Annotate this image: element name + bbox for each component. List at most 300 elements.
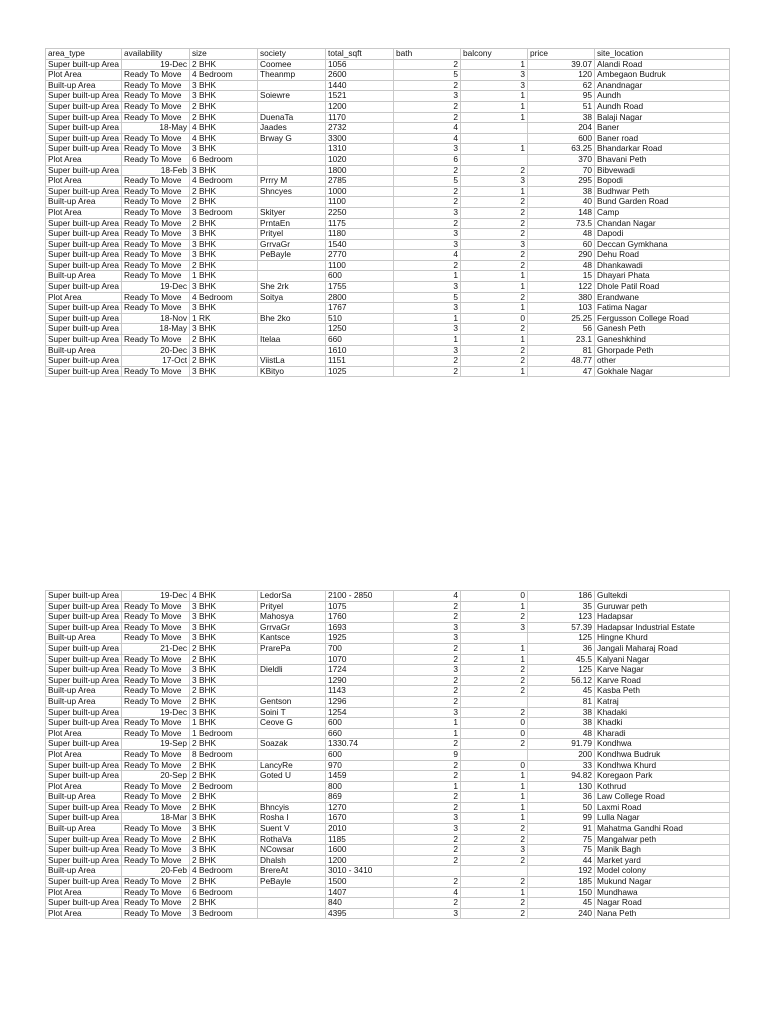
cell-society[interactable] — [258, 271, 326, 282]
cell-size[interactable]: 3 Bedroom — [190, 207, 258, 218]
cell-bath[interactable]: 2 — [394, 771, 461, 782]
cell-total-sqft[interactable]: 1330.74 — [326, 739, 394, 750]
cell-size[interactable]: 3 BHK — [190, 813, 258, 824]
cell-price[interactable]: 200 — [528, 749, 595, 760]
cell-society[interactable]: Coomee — [258, 59, 326, 70]
cell-balcony[interactable]: 1 — [461, 186, 528, 197]
cell-site-location[interactable]: Law College Road — [595, 792, 730, 803]
cell-price[interactable]: 56.12 — [528, 675, 595, 686]
cell-availability[interactable]: Ready To Move — [122, 176, 190, 187]
cell-bath[interactable]: 2 — [394, 165, 461, 176]
cell-site-location[interactable]: Guruwar peth — [595, 601, 730, 612]
cell-balcony[interactable]: 2 — [461, 218, 528, 229]
cell-bath[interactable]: 2 — [394, 101, 461, 112]
cell-balcony[interactable]: 1 — [461, 282, 528, 293]
cell-availability[interactable]: 18-Nov — [122, 313, 190, 324]
cell-availability[interactable]: Ready To Move — [122, 824, 190, 835]
cell-bath[interactable]: 3 — [394, 229, 461, 240]
cell-area-type[interactable]: Built-up Area — [46, 633, 122, 644]
cell-society[interactable]: KBityo — [258, 366, 326, 377]
cell-size[interactable]: 4 BHK — [190, 591, 258, 602]
cell-price[interactable]: 36 — [528, 792, 595, 803]
cell-price[interactable]: 81 — [528, 345, 595, 356]
cell-bath[interactable]: 1 — [394, 271, 461, 282]
cell-balcony[interactable] — [461, 154, 528, 165]
cell-size[interactable]: 3 BHK — [190, 845, 258, 856]
cell-size[interactable]: 2 BHK — [190, 356, 258, 367]
cell-price[interactable]: 370 — [528, 154, 595, 165]
cell-total-sqft[interactable]: 1724 — [326, 665, 394, 676]
cell-society[interactable]: Rosha I — [258, 813, 326, 824]
cell-availability[interactable]: Ready To Move — [122, 675, 190, 686]
cell-society[interactable]: Prrry M — [258, 176, 326, 187]
cell-size[interactable]: 3 BHK — [190, 282, 258, 293]
cell-total-sqft[interactable]: 1760 — [326, 612, 394, 623]
cell-availability[interactable]: Ready To Move — [122, 845, 190, 856]
cell-price[interactable]: 130 — [528, 781, 595, 792]
cell-total-sqft[interactable]: 840 — [326, 898, 394, 909]
cell-site-location[interactable]: Khadki — [595, 718, 730, 729]
cell-society[interactable]: Itelaa — [258, 335, 326, 346]
cell-society[interactable] — [258, 324, 326, 335]
cell-balcony[interactable]: 3 — [461, 70, 528, 81]
cell-area-type[interactable]: Built-up Area — [46, 792, 122, 803]
header-cell-availability[interactable]: availability — [122, 49, 190, 60]
cell-balcony[interactable]: 1 — [461, 144, 528, 155]
cell-size[interactable]: 2 BHK — [190, 739, 258, 750]
cell-total-sqft[interactable]: 1254 — [326, 707, 394, 718]
cell-price[interactable]: 380 — [528, 292, 595, 303]
cell-total-sqft[interactable]: 2732 — [326, 123, 394, 134]
cell-balcony[interactable]: 2 — [461, 345, 528, 356]
cell-society[interactable]: Prityel — [258, 229, 326, 240]
cell-size[interactable]: 2 BHK — [190, 760, 258, 771]
cell-society[interactable]: Soitya — [258, 292, 326, 303]
cell-balcony[interactable]: 2 — [461, 898, 528, 909]
cell-price[interactable]: 240 — [528, 908, 595, 919]
cell-area-type[interactable]: Plot Area — [46, 728, 122, 739]
cell-price[interactable]: 62 — [528, 80, 595, 91]
cell-availability[interactable]: Ready To Move — [122, 260, 190, 271]
cell-price[interactable]: 150 — [528, 887, 595, 898]
cell-site-location[interactable]: Katraj — [595, 696, 730, 707]
cell-availability[interactable]: Ready To Move — [122, 271, 190, 282]
cell-balcony[interactable]: 2 — [461, 665, 528, 676]
cell-balcony[interactable]: 2 — [461, 834, 528, 845]
cell-total-sqft[interactable]: 2800 — [326, 292, 394, 303]
cell-site-location[interactable]: Bibvewadi — [595, 165, 730, 176]
cell-area-type[interactable]: Plot Area — [46, 207, 122, 218]
cell-balcony[interactable]: 1 — [461, 335, 528, 346]
cell-balcony[interactable]: 1 — [461, 601, 528, 612]
cell-society[interactable]: Prityel — [258, 601, 326, 612]
cell-bath[interactable]: 3 — [394, 908, 461, 919]
cell-bath[interactable]: 4 — [394, 591, 461, 602]
cell-site-location[interactable]: Baner — [595, 123, 730, 134]
cell-total-sqft[interactable]: 1185 — [326, 834, 394, 845]
cell-size[interactable]: 2 Bedroom — [190, 781, 258, 792]
cell-site-location[interactable]: Dehu Road — [595, 250, 730, 261]
cell-bath[interactable]: 5 — [394, 176, 461, 187]
cell-availability[interactable]: Ready To Move — [122, 898, 190, 909]
cell-size[interactable]: 3 BHK — [190, 633, 258, 644]
cell-site-location[interactable]: Model colony — [595, 866, 730, 877]
cell-price[interactable]: 48 — [528, 229, 595, 240]
cell-balcony[interactable]: 1 — [461, 887, 528, 898]
cell-site-location[interactable]: Aundh Road — [595, 101, 730, 112]
cell-price[interactable]: 103 — [528, 303, 595, 314]
cell-area-type[interactable]: Plot Area — [46, 154, 122, 165]
cell-size[interactable]: 4 BHK — [190, 123, 258, 134]
cell-bath[interactable]: 4 — [394, 887, 461, 898]
cell-total-sqft[interactable]: 1175 — [326, 218, 394, 229]
cell-availability[interactable]: Ready To Move — [122, 718, 190, 729]
cell-availability[interactable]: 17-Oct — [122, 356, 190, 367]
cell-society[interactable]: Jaades — [258, 123, 326, 134]
cell-bath[interactable]: 3 — [394, 345, 461, 356]
cell-price[interactable]: 70 — [528, 165, 595, 176]
cell-society[interactable]: PrarePa — [258, 643, 326, 654]
cell-price[interactable]: 75 — [528, 834, 595, 845]
cell-availability[interactable]: 21-Dec — [122, 643, 190, 654]
cell-balcony[interactable]: 1 — [461, 781, 528, 792]
cell-availability[interactable]: 18-Mar — [122, 813, 190, 824]
cell-availability[interactable]: Ready To Move — [122, 877, 190, 888]
cell-society[interactable] — [258, 197, 326, 208]
cell-bath[interactable]: 2 — [394, 643, 461, 654]
cell-balcony[interactable] — [461, 696, 528, 707]
cell-site-location[interactable]: Dhankawadi — [595, 260, 730, 271]
cell-balcony[interactable]: 2 — [461, 165, 528, 176]
cell-society[interactable]: Dhalsh — [258, 855, 326, 866]
cell-society[interactable]: Ceove G — [258, 718, 326, 729]
cell-site-location[interactable]: Mundhawa — [595, 887, 730, 898]
cell-size[interactable]: 2 BHK — [190, 792, 258, 803]
cell-site-location[interactable]: Koregaon Park — [595, 771, 730, 782]
cell-bath[interactable]: 3 — [394, 324, 461, 335]
cell-area-type[interactable]: Super built-up Area — [46, 366, 122, 377]
cell-availability[interactable]: Ready To Move — [122, 887, 190, 898]
cell-availability[interactable]: Ready To Move — [122, 612, 190, 623]
cell-area-type[interactable]: Super built-up Area — [46, 101, 122, 112]
cell-availability[interactable]: 20-Dec — [122, 345, 190, 356]
cell-balcony[interactable]: 2 — [461, 739, 528, 750]
cell-balcony[interactable] — [461, 633, 528, 644]
cell-balcony[interactable]: 1 — [461, 792, 528, 803]
cell-area-type[interactable]: Super built-up Area — [46, 707, 122, 718]
cell-price[interactable]: 23.1 — [528, 335, 595, 346]
cell-total-sqft[interactable]: 2010 — [326, 824, 394, 835]
cell-balcony[interactable]: 0 — [461, 718, 528, 729]
cell-balcony[interactable]: 2 — [461, 260, 528, 271]
cell-availability[interactable]: Ready To Move — [122, 622, 190, 633]
cell-society[interactable]: Gentson — [258, 696, 326, 707]
cell-availability[interactable]: Ready To Move — [122, 728, 190, 739]
cell-total-sqft[interactable]: 1151 — [326, 356, 394, 367]
cell-balcony[interactable]: 2 — [461, 908, 528, 919]
cell-site-location[interactable]: Hadapsar — [595, 612, 730, 623]
cell-balcony[interactable]: 3 — [461, 80, 528, 91]
cell-total-sqft[interactable]: 1767 — [326, 303, 394, 314]
cell-society[interactable]: Soini T — [258, 707, 326, 718]
cell-area-type[interactable]: Super built-up Area — [46, 591, 122, 602]
cell-area-type[interactable]: Built-up Area — [46, 197, 122, 208]
cell-balcony[interactable]: 1 — [461, 654, 528, 665]
cell-total-sqft[interactable]: 1020 — [326, 154, 394, 165]
cell-price[interactable]: 186 — [528, 591, 595, 602]
cell-site-location[interactable]: Nana Peth — [595, 908, 730, 919]
header-cell-site-location[interactable]: site_location — [595, 49, 730, 60]
cell-society[interactable]: Bhncyis — [258, 802, 326, 813]
cell-society[interactable]: LancyRe — [258, 760, 326, 771]
cell-site-location[interactable]: Erandwane — [595, 292, 730, 303]
cell-availability[interactable]: Ready To Move — [122, 218, 190, 229]
cell-price[interactable]: 39.07 — [528, 59, 595, 70]
cell-size[interactable]: 2 BHK — [190, 335, 258, 346]
cell-society[interactable]: PeBayle — [258, 877, 326, 888]
cell-availability[interactable]: Ready To Move — [122, 112, 190, 123]
cell-size[interactable]: 2 BHK — [190, 686, 258, 697]
cell-availability[interactable]: Ready To Move — [122, 70, 190, 81]
cell-price[interactable]: 94.82 — [528, 771, 595, 782]
cell-size[interactable]: 3 BHK — [190, 144, 258, 155]
cell-total-sqft[interactable]: 1270 — [326, 802, 394, 813]
cell-bath[interactable]: 3 — [394, 633, 461, 644]
cell-society[interactable] — [258, 781, 326, 792]
cell-availability[interactable]: Ready To Move — [122, 686, 190, 697]
cell-balcony[interactable] — [461, 749, 528, 760]
cell-bath[interactable]: 2 — [394, 696, 461, 707]
cell-site-location[interactable]: Ghorpade Peth — [595, 345, 730, 356]
header-cell-price[interactable]: price — [528, 49, 595, 60]
cell-site-location[interactable]: Karve Nagar — [595, 665, 730, 676]
cell-bath[interactable]: 2 — [394, 356, 461, 367]
cell-availability[interactable]: Ready To Move — [122, 633, 190, 644]
cell-site-location[interactable]: Anandnagar — [595, 80, 730, 91]
cell-balcony[interactable]: 0 — [461, 313, 528, 324]
cell-bath[interactable]: 3 — [394, 207, 461, 218]
cell-price[interactable]: 81 — [528, 696, 595, 707]
cell-total-sqft[interactable]: 2600 — [326, 70, 394, 81]
cell-size[interactable]: 4 Bedroom — [190, 292, 258, 303]
cell-site-location[interactable]: Kasba Peth — [595, 686, 730, 697]
cell-bath[interactable]: 2 — [394, 898, 461, 909]
cell-price[interactable]: 40 — [528, 197, 595, 208]
cell-availability[interactable]: 18-May — [122, 324, 190, 335]
cell-bath[interactable]: 6 — [394, 154, 461, 165]
cell-size[interactable]: 3 BHK — [190, 229, 258, 240]
cell-total-sqft[interactable]: 3300 — [326, 133, 394, 144]
cell-site-location[interactable]: Camp — [595, 207, 730, 218]
cell-balcony[interactable]: 2 — [461, 877, 528, 888]
cell-area-type[interactable]: Super built-up Area — [46, 855, 122, 866]
cell-price[interactable]: 48 — [528, 728, 595, 739]
cell-total-sqft[interactable]: 1025 — [326, 366, 394, 377]
cell-balcony[interactable]: 2 — [461, 855, 528, 866]
cell-total-sqft[interactable]: 869 — [326, 792, 394, 803]
cell-society[interactable]: GrrvaGr — [258, 239, 326, 250]
cell-area-type[interactable]: Built-up Area — [46, 696, 122, 707]
cell-bath[interactable]: 3 — [394, 824, 461, 835]
cell-area-type[interactable]: Super built-up Area — [46, 112, 122, 123]
cell-price[interactable]: 204 — [528, 123, 595, 134]
cell-site-location[interactable]: Deccan Gymkhana — [595, 239, 730, 250]
cell-total-sqft[interactable]: 1755 — [326, 282, 394, 293]
cell-price[interactable]: 290 — [528, 250, 595, 261]
cell-total-sqft[interactable]: 800 — [326, 781, 394, 792]
cell-size[interactable]: 3 BHK — [190, 824, 258, 835]
cell-society[interactable]: GrrvaGr — [258, 622, 326, 633]
cell-total-sqft[interactable]: 700 — [326, 643, 394, 654]
cell-society[interactable] — [258, 345, 326, 356]
cell-total-sqft[interactable]: 2250 — [326, 207, 394, 218]
cell-balcony[interactable]: 2 — [461, 707, 528, 718]
cell-size[interactable]: 2 BHK — [190, 186, 258, 197]
cell-bath[interactable]: 2 — [394, 80, 461, 91]
cell-bath[interactable]: 2 — [394, 112, 461, 123]
cell-price[interactable]: 47 — [528, 366, 595, 377]
cell-bath[interactable]: 3 — [394, 282, 461, 293]
cell-total-sqft[interactable]: 1600 — [326, 845, 394, 856]
cell-balcony[interactable]: 2 — [461, 292, 528, 303]
cell-bath[interactable]: 2 — [394, 834, 461, 845]
cell-bath[interactable]: 2 — [394, 675, 461, 686]
header-cell-size[interactable]: size — [190, 49, 258, 60]
cell-bath[interactable]: 3 — [394, 813, 461, 824]
cell-size[interactable]: 3 BHK — [190, 91, 258, 102]
cell-bath[interactable]: 3 — [394, 91, 461, 102]
cell-site-location[interactable]: Bopodi — [595, 176, 730, 187]
cell-availability[interactable]: Ready To Move — [122, 654, 190, 665]
cell-balcony[interactable]: 2 — [461, 197, 528, 208]
cell-total-sqft[interactable]: 1143 — [326, 686, 394, 697]
cell-size[interactable]: 2 BHK — [190, 260, 258, 271]
cell-balcony[interactable]: 2 — [461, 356, 528, 367]
cell-bath[interactable]: 1 — [394, 335, 461, 346]
cell-society[interactable]: Goted U — [258, 771, 326, 782]
cell-balcony[interactable] — [461, 133, 528, 144]
cell-size[interactable]: 2 BHK — [190, 197, 258, 208]
cell-society[interactable] — [258, 165, 326, 176]
cell-balcony[interactable]: 2 — [461, 612, 528, 623]
cell-area-type[interactable]: Plot Area — [46, 292, 122, 303]
cell-bath[interactable]: 2 — [394, 792, 461, 803]
cell-bath[interactable]: 1 — [394, 313, 461, 324]
cell-site-location[interactable]: Jangali Maharaj Road — [595, 643, 730, 654]
cell-balcony[interactable]: 3 — [461, 176, 528, 187]
cell-site-location[interactable]: Kharadi — [595, 728, 730, 739]
cell-area-type[interactable]: Super built-up Area — [46, 643, 122, 654]
cell-total-sqft[interactable]: 1100 — [326, 260, 394, 271]
cell-availability[interactable]: 19-Dec — [122, 707, 190, 718]
cell-total-sqft[interactable]: 1290 — [326, 675, 394, 686]
cell-total-sqft[interactable]: 3010 - 3410 — [326, 866, 394, 877]
cell-total-sqft[interactable]: 1075 — [326, 601, 394, 612]
cell-area-type[interactable]: Super built-up Area — [46, 282, 122, 293]
cell-size[interactable]: 2 BHK — [190, 112, 258, 123]
cell-size[interactable]: 2 BHK — [190, 696, 258, 707]
cell-size[interactable]: 2 BHK — [190, 654, 258, 665]
cell-area-type[interactable]: Super built-up Area — [46, 802, 122, 813]
cell-bath[interactable]: 2 — [394, 366, 461, 377]
cell-site-location[interactable]: Ganeshkhind — [595, 335, 730, 346]
cell-total-sqft[interactable]: 510 — [326, 313, 394, 324]
cell-availability[interactable]: Ready To Move — [122, 207, 190, 218]
cell-size[interactable]: 4 Bedroom — [190, 70, 258, 81]
cell-area-type[interactable]: Plot Area — [46, 176, 122, 187]
cell-availability[interactable]: Ready To Move — [122, 101, 190, 112]
cell-site-location[interactable]: Kondhwa — [595, 739, 730, 750]
cell-bath[interactable]: 2 — [394, 186, 461, 197]
cell-price[interactable]: 600 — [528, 133, 595, 144]
cell-total-sqft[interactable]: 1440 — [326, 80, 394, 91]
cell-area-type[interactable]: Super built-up Area — [46, 218, 122, 229]
cell-balcony[interactable]: 1 — [461, 802, 528, 813]
cell-total-sqft[interactable]: 2770 — [326, 250, 394, 261]
cell-area-type[interactable]: Super built-up Area — [46, 229, 122, 240]
cell-bath[interactable]: 3 — [394, 665, 461, 676]
cell-balcony[interactable]: 2 — [461, 824, 528, 835]
cell-society[interactable]: PeBayle — [258, 250, 326, 261]
cell-site-location[interactable]: Kothrud — [595, 781, 730, 792]
cell-society[interactable] — [258, 654, 326, 665]
cell-price[interactable]: 45 — [528, 686, 595, 697]
cell-size[interactable]: 3 BHK — [190, 250, 258, 261]
cell-site-location[interactable]: Mukund Nagar — [595, 877, 730, 888]
cell-area-type[interactable]: Built-up Area — [46, 271, 122, 282]
cell-site-location[interactable]: Bund Garden Road — [595, 197, 730, 208]
cell-balcony[interactable]: 1 — [461, 303, 528, 314]
cell-site-location[interactable]: Mahatma Gandhi Road — [595, 824, 730, 835]
cell-price[interactable]: 99 — [528, 813, 595, 824]
cell-society[interactable] — [258, 749, 326, 760]
cell-bath[interactable]: 3 — [394, 622, 461, 633]
cell-total-sqft[interactable]: 4395 — [326, 908, 394, 919]
cell-bath[interactable]: 2 — [394, 612, 461, 623]
cell-area-type[interactable]: Super built-up Area — [46, 612, 122, 623]
cell-area-type[interactable]: Super built-up Area — [46, 239, 122, 250]
cell-total-sqft[interactable]: 1250 — [326, 324, 394, 335]
cell-availability[interactable]: 18-Feb — [122, 165, 190, 176]
cell-size[interactable]: 1 BHK — [190, 718, 258, 729]
cell-total-sqft[interactable]: 1200 — [326, 855, 394, 866]
cell-availability[interactable]: Ready To Move — [122, 133, 190, 144]
cell-balcony[interactable]: 1 — [461, 112, 528, 123]
cell-area-type[interactable]: Super built-up Area — [46, 813, 122, 824]
cell-total-sqft[interactable]: 1459 — [326, 771, 394, 782]
cell-size[interactable]: 4 Bedroom — [190, 176, 258, 187]
cell-society[interactable] — [258, 792, 326, 803]
cell-area-type[interactable]: Super built-up Area — [46, 91, 122, 102]
cell-price[interactable]: 38 — [528, 707, 595, 718]
cell-area-type[interactable]: Built-up Area — [46, 80, 122, 91]
cell-society[interactable]: DuenaTa — [258, 112, 326, 123]
cell-area-type[interactable]: Super built-up Area — [46, 133, 122, 144]
cell-availability[interactable]: 18-May — [122, 123, 190, 134]
cell-availability[interactable]: Ready To Move — [122, 250, 190, 261]
cell-site-location[interactable]: Baner road — [595, 133, 730, 144]
cell-price[interactable]: 91 — [528, 824, 595, 835]
cell-area-type[interactable]: Plot Area — [46, 70, 122, 81]
cell-total-sqft[interactable]: 600 — [326, 749, 394, 760]
cell-bath[interactable]: 4 — [394, 133, 461, 144]
cell-price[interactable]: 45 — [528, 898, 595, 909]
cell-site-location[interactable]: Ambegaon Budruk — [595, 70, 730, 81]
cell-availability[interactable]: Ready To Move — [122, 144, 190, 155]
cell-availability[interactable]: Ready To Move — [122, 601, 190, 612]
cell-site-location[interactable]: Balaji Nagar — [595, 112, 730, 123]
cell-size[interactable]: 6 Bedroom — [190, 154, 258, 165]
